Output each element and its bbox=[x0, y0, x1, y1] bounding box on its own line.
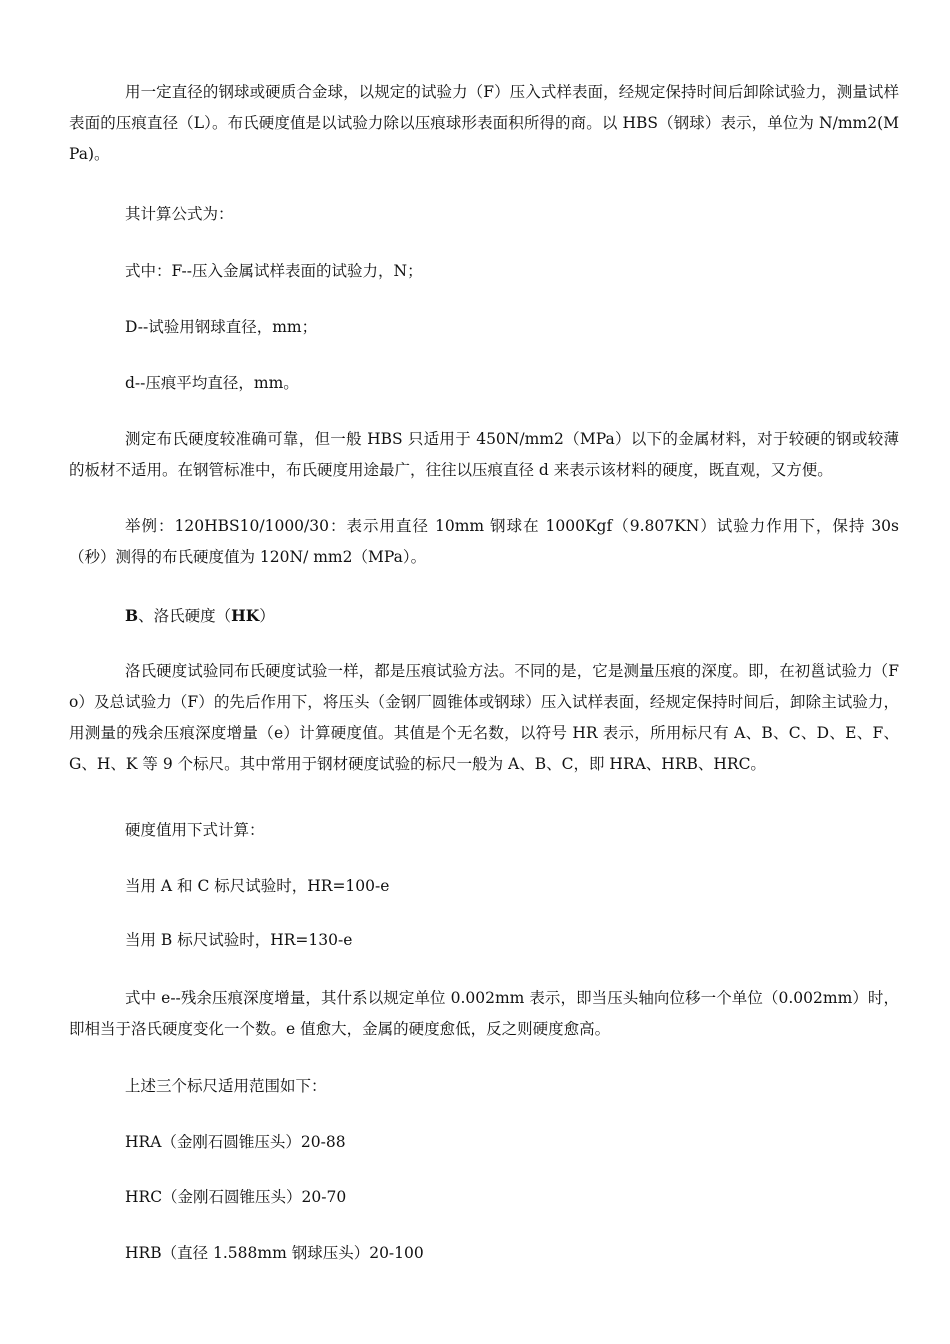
heading-rockwell bbox=[69, 600, 899, 632]
list-item-hrb: HRB（直径 1.588mm 钢球压头）20-100 bbox=[125, 1244, 424, 1262]
paragraph-e-definition: 式中 e--残余压痕深度增量，其什系以规定单位 0.002mm 表示，即当压头轴向位移一个单位（0.002mm）时，即相当于洛氏硬度变化一个数。e 值愈大，金属的硬度愈低，反之则硬度愈高。 bbox=[69, 989, 899, 1038]
paragraph-hardness-calc: 硬度值用下式计算： bbox=[125, 821, 265, 839]
paragraph-formula-ac: 当用 A 和 C 标尺试验时，HR=100-e bbox=[125, 877, 390, 895]
paragraph-formula-d-lower: d--压痕平均直径，mm。 bbox=[125, 374, 299, 392]
paragraph-formula-d-upper: D--试验用钢球直径，mm； bbox=[125, 318, 318, 336]
paragraph-scale-range-intro: 上述三个标尺适用范围如下： bbox=[125, 1077, 327, 1095]
heading-rockwell-close: ） bbox=[259, 607, 275, 625]
paragraph-formula-b: 当用 B 标尺试验时，HR=130-e bbox=[125, 931, 353, 949]
heading-rockwell-title: 、洛氏硬度（ bbox=[138, 607, 232, 625]
list-item-hra: HRA（金刚石圆锥压头）20-88 bbox=[125, 1133, 346, 1151]
heading-rockwell-letter: B bbox=[125, 606, 139, 625]
paragraph-brinell-example: 举例：120HBS10/1000/30：表示用直径 10mm 钢球在 1000Kgf（9.807KN）试验力作用下，保持 30s（秒）测得的布氏硬度值为 120N/ mm2（MPa）。 bbox=[69, 517, 899, 566]
paragraph-brinell-usage: 测定布氏硬度较准确可靠，但一般 HBS 只适用于 450N/mm2（MPa）以下的金属材料，对于较硬的钢或较薄的板材不适用。在钢管标准中，布氏硬度用途最广，往往以压痕直径 d 来表示该材料的硬度，既直观，又方便。 bbox=[69, 430, 899, 479]
heading-rockwell-code: HK bbox=[231, 606, 260, 625]
paragraph-formula-f: 式中：F--压入金属试样表面的试验力，N； bbox=[125, 262, 423, 280]
paragraph-rockwell-method: 洛氏硬度试验同布氏硬度试验一样，都是压痕试验方法。不同的是，它是测量压痕的深度。即，在初邕试验力（Fo）及总试验力（F）的先后作用下，将压头（金钢厂圆锥体或钢球）压入试样表面，经规定保持时间后，卸除主试验力，用测量的残余压痕深度增量（e）计算硬度值。其值是个无名数，以符号 HR 表示，所用标尺有 A、B、C、D、E、F、G、H、K 等 9 个标尺。其中常用于钢材硬度试验的标尺一般为 A、B、C，即 HRA、HRB、HRC。 bbox=[69, 662, 899, 773]
paragraph-formula-intro: 其计算公式为： bbox=[125, 205, 234, 223]
list-item-hrc: HRC（金刚石圆锥压头）20-70 bbox=[125, 1188, 347, 1206]
paragraph-brinell-definition: 用一定直径的钢球或硬质合金球，以规定的试验力（F）压入式样表面，经规定保持时间后卸除试验力，测量试样表面的压痕直径（L）。布氏硬度值是以试验力除以压痕球形表面积所得的商。以 HBS（钢球）表示，单位为 N/mm2(MPa)。 bbox=[69, 83, 899, 163]
